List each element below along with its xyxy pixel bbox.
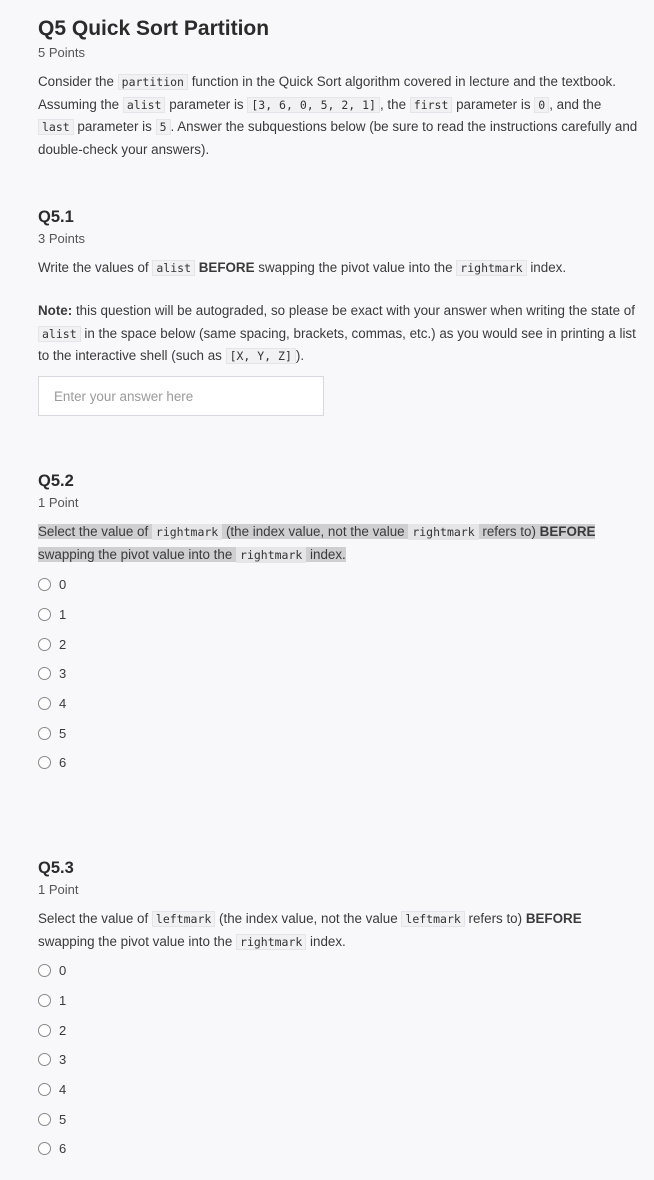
radio-circle-icon[interactable]: [38, 667, 51, 680]
radio-option-2[interactable]: [38, 1015, 66, 1045]
radio-option-1[interactable]: [38, 986, 66, 1016]
radio-circle-icon[interactable]: [38, 697, 51, 710]
q5-intro: [38, 71, 638, 161]
code-rightmark: rightmark: [408, 524, 478, 540]
option-label: 3: [59, 1052, 67, 1068]
radio-option-2[interactable]: [38, 629, 66, 659]
q5-1-points: 3 Points: [38, 231, 85, 246]
prompt-text: (the index value, not the value: [215, 911, 402, 926]
intro-text: Consider the: [38, 74, 118, 89]
q5-2-header: [38, 470, 78, 512]
radio-option-5[interactable]: [38, 1104, 66, 1134]
radio-option-6[interactable]: [38, 748, 66, 778]
code-alist-value: [3, 6, 0, 5, 2, 1]: [247, 97, 380, 113]
radio-circle-icon[interactable]: [38, 964, 51, 977]
radio-option-3[interactable]: [38, 659, 66, 689]
intro-text: . Answer the subquestions below (be sure to read the instructions carefully and double-check your answers).: [38, 119, 638, 157]
note-text: ).: [295, 348, 305, 363]
q5-3-options: [38, 956, 66, 1164]
code-last: last: [38, 119, 74, 135]
radio-option-0[interactable]: [38, 570, 66, 600]
q5-points: 5 Points: [38, 45, 85, 60]
q5-2-points: 1 Point: [38, 495, 79, 510]
emphasis-before: BEFORE: [525, 911, 582, 926]
radio-circle-icon[interactable]: [38, 1053, 51, 1066]
option-label: 2: [59, 1022, 67, 1038]
code-first: first: [410, 97, 453, 113]
option-label: 4: [59, 696, 67, 712]
radio-option-4[interactable]: [38, 689, 66, 719]
prompt-text: index.: [306, 546, 346, 562]
radio-circle-icon[interactable]: [38, 756, 51, 769]
intro-text: function in the Quick Sort algorithm covered in lecture and the textbook. Assuming the: [38, 74, 616, 112]
radio-option-4[interactable]: [38, 1075, 66, 1105]
note-label: Note:: [38, 303, 73, 318]
radio-option-3[interactable]: [38, 1045, 66, 1075]
q5-title: [38, 16, 269, 42]
q5-title-text: Quick Sort Partition: [71, 17, 270, 40]
radio-circle-icon[interactable]: [38, 727, 51, 740]
radio-option-6[interactable]: [38, 1134, 66, 1164]
radio-circle-icon[interactable]: [38, 1083, 51, 1096]
code-alist: alist: [123, 97, 166, 113]
code-partition: partition: [118, 74, 188, 90]
option-label: 6: [59, 1141, 67, 1157]
option-label: 6: [59, 755, 67, 771]
radio-circle-icon[interactable]: [38, 1024, 51, 1037]
option-label: 4: [59, 1082, 67, 1098]
q5-1-answer-input[interactable]: [38, 376, 324, 416]
code-last-value: 5: [156, 119, 171, 135]
prompt-text: Select the value of: [38, 524, 152, 539]
code-alist: alist: [152, 260, 195, 276]
radio-circle-icon[interactable]: [38, 608, 51, 621]
code-example-list: [X, Y, Z]: [226, 348, 296, 364]
radio-circle-icon[interactable]: [38, 1113, 51, 1126]
code-rightmark: rightmark: [456, 260, 526, 276]
q5-3-points: 1 Point: [38, 882, 79, 897]
prompt-text: index.: [306, 933, 346, 949]
q5-number: Q5: [38, 17, 67, 40]
code-rightmark: rightmark: [236, 934, 306, 950]
q5-1-header: [38, 206, 85, 248]
q5-2-prompt: [38, 521, 638, 566]
radio-option-1[interactable]: [38, 600, 66, 630]
q5-2-options: [38, 570, 66, 778]
option-label: 0: [59, 963, 67, 979]
code-rightmark: rightmark: [152, 524, 222, 540]
intro-text: parameter is: [73, 119, 156, 134]
prompt-text: index.: [526, 260, 567, 275]
code-rightmark: rightmark: [236, 547, 306, 563]
radio-option-0[interactable]: [38, 956, 66, 986]
q5-1-title: Q5.1: [38, 208, 74, 226]
prompt-text: swapping the pivot value into the: [38, 933, 237, 949]
option-label: 1: [59, 993, 67, 1009]
option-label: 1: [59, 607, 67, 623]
prompt-text: swapping the pivot value into the: [254, 260, 457, 275]
code-alist: alist: [38, 326, 81, 342]
radio-option-5[interactable]: [38, 718, 66, 748]
q5-3-header: [38, 857, 78, 899]
intro-text: , the: [379, 96, 410, 112]
note-text: in the space below (same spacing, brackets, commas, etc.) as you would see in printing a list to the interactive shell (such as: [38, 325, 636, 363]
option-label: 5: [59, 1111, 67, 1127]
prompt-text: Select the value of: [38, 911, 152, 926]
prompt-text: swapping the pivot value into the: [38, 546, 237, 562]
q5-1-note: [38, 300, 638, 368]
radio-circle-icon[interactable]: [38, 578, 51, 591]
radio-circle-icon[interactable]: [38, 638, 51, 651]
code-first-value: 0: [534, 97, 549, 113]
prompt-text: refers to): [464, 911, 526, 926]
option-label: 5: [59, 725, 67, 741]
emphasis-before: BEFORE: [539, 524, 596, 539]
intro-text: , and the: [549, 96, 602, 112]
q5-3-prompt: [38, 908, 638, 953]
prompt-text: refers to): [478, 524, 540, 539]
radio-circle-icon[interactable]: [38, 1142, 51, 1155]
prompt-text: (the index value, not the value: [222, 524, 409, 539]
option-label: 2: [59, 636, 67, 652]
option-label: 0: [59, 577, 67, 593]
option-label: 3: [59, 666, 67, 682]
intro-text: parameter is: [452, 96, 535, 112]
emphasis-before: BEFORE: [198, 260, 255, 275]
q5-2-title: Q5.2: [38, 472, 74, 490]
code-leftmark: leftmark: [152, 911, 215, 927]
q5-header: [38, 16, 269, 62]
prompt-text: Write the values of: [38, 260, 153, 275]
intro-text: parameter is: [165, 96, 248, 112]
radio-circle-icon[interactable]: [38, 994, 51, 1007]
code-leftmark: leftmark: [401, 911, 464, 927]
q5-1-prompt: [38, 257, 638, 280]
note-text: this question will be autograded, so please be exact with your answer when writing the state of: [72, 303, 635, 318]
q5-3-title: Q5.3: [38, 859, 74, 877]
